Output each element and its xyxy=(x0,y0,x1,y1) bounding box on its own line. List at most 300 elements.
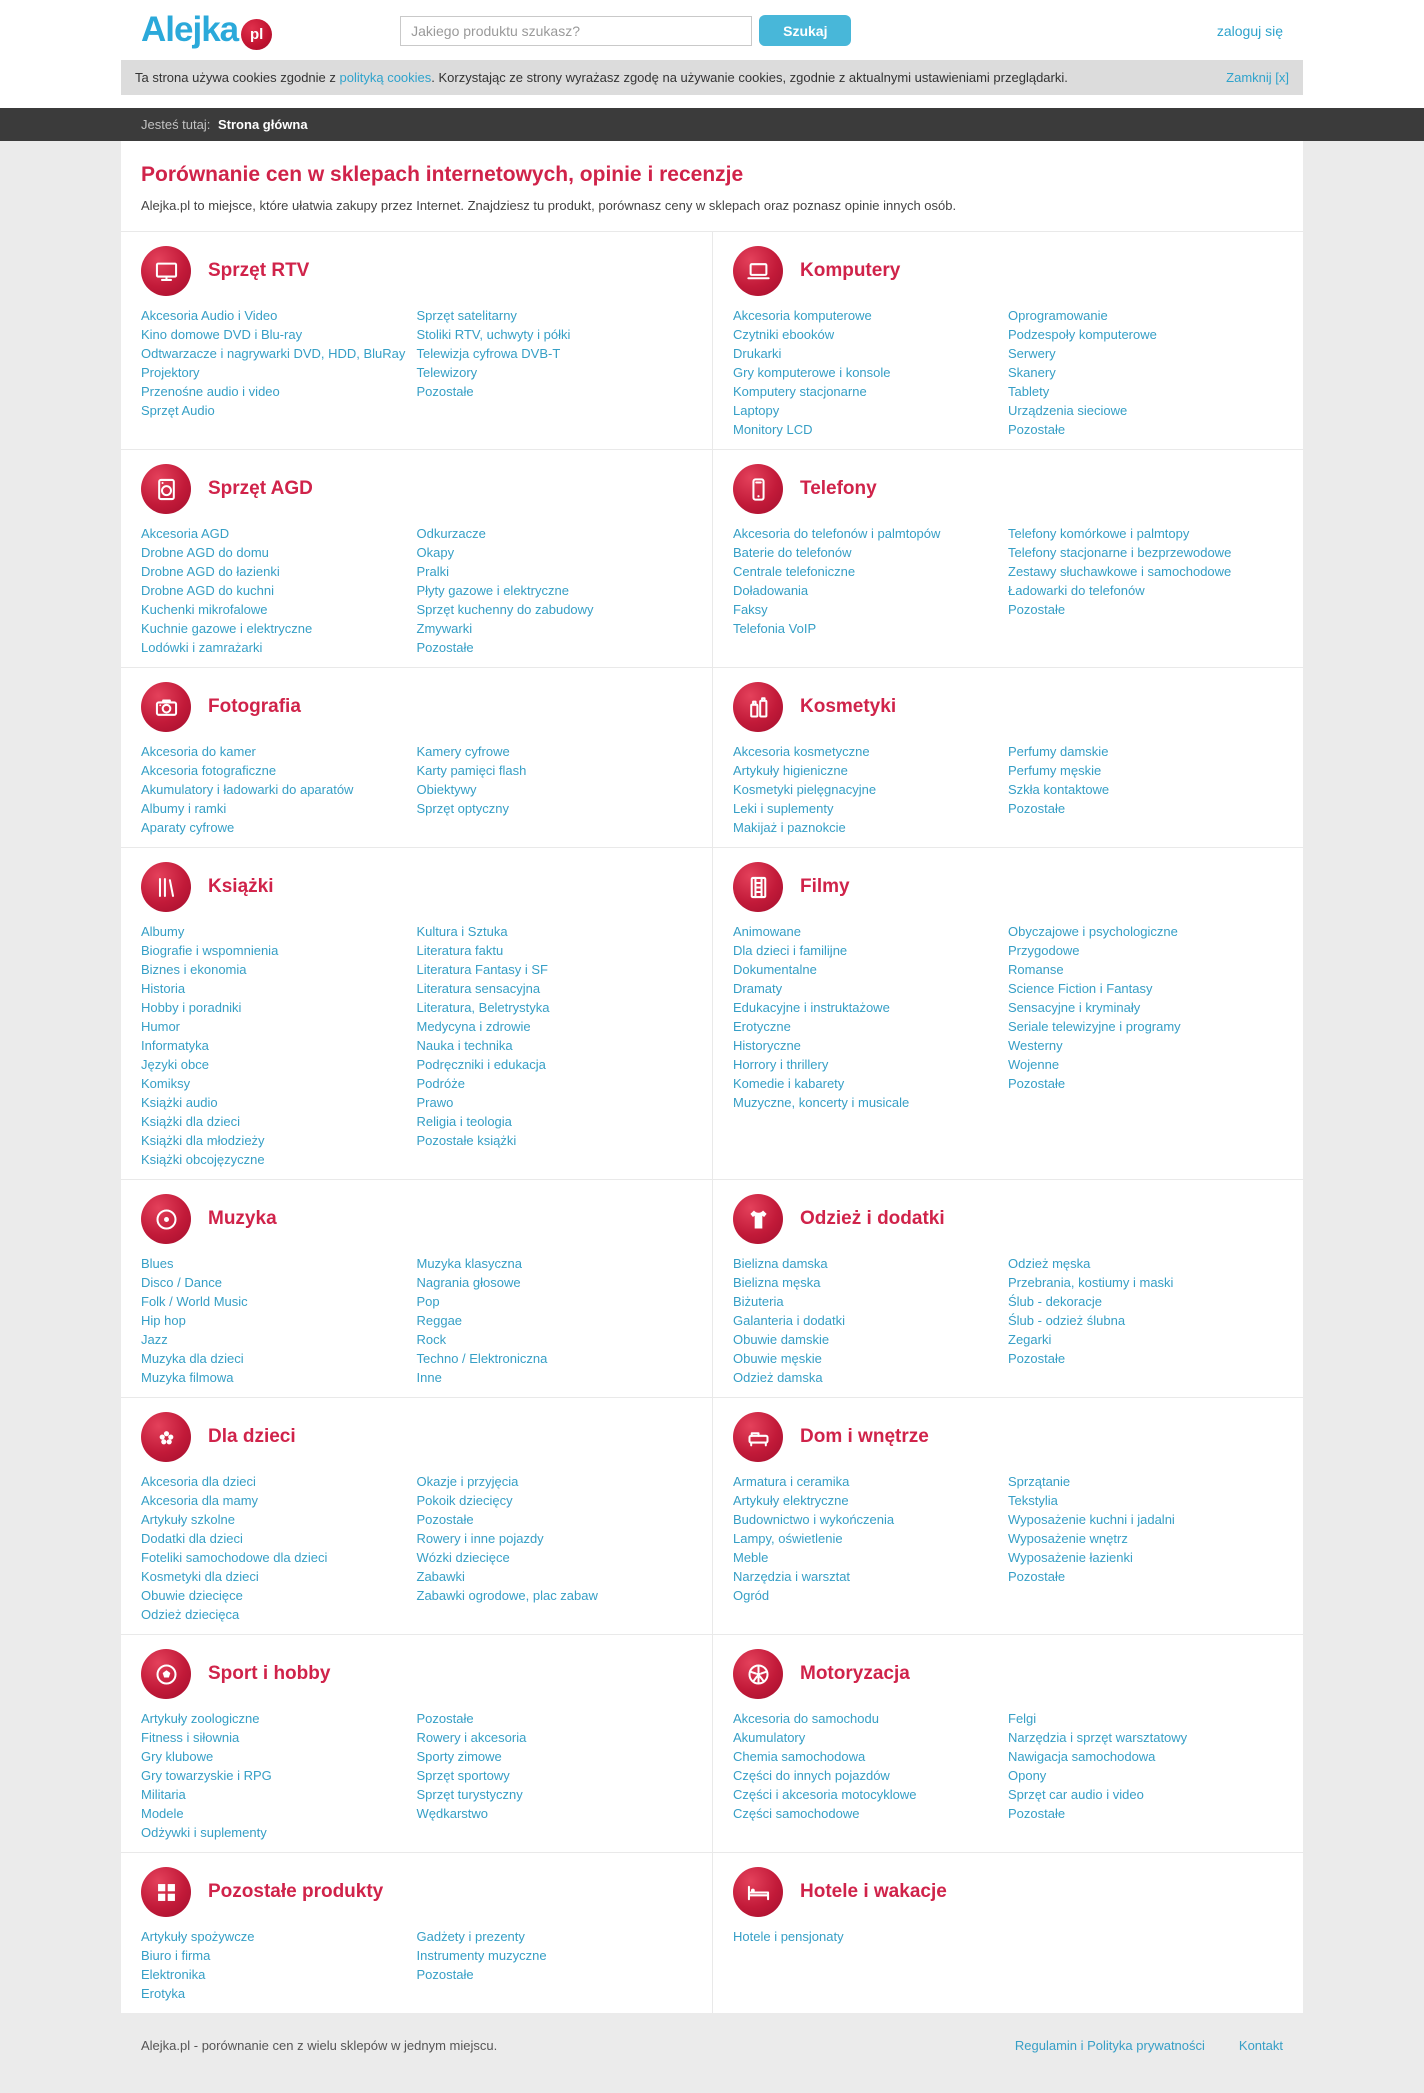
category-fotografia xyxy=(121,668,712,848)
category-link-list xyxy=(141,742,417,837)
laptop-icon[interactable] xyxy=(733,246,783,296)
list-item xyxy=(141,1728,417,1747)
category-title[interactable]: Sport i hobby xyxy=(208,1663,331,1684)
category-link[interactable]: Gadżety i prezenty xyxy=(416,1929,525,1944)
category-link[interactable]: Medycyna i zdrowie xyxy=(416,1019,531,1034)
category-link[interactable]: Kosmetyki dla dzieci xyxy=(141,1569,259,1584)
list-item xyxy=(417,1254,693,1273)
list-item xyxy=(417,1330,693,1349)
list-item xyxy=(141,1017,417,1036)
category-link[interactable]: Języki obce xyxy=(141,1057,209,1072)
list-item xyxy=(141,1586,417,1605)
category-link[interactable]: Nawigacja samochodowa xyxy=(1008,1749,1156,1764)
category-link[interactable]: Gry komputerowe i konsole xyxy=(733,365,891,380)
category-link[interactable]: Edukacyjne i instruktażowe xyxy=(733,1000,890,1015)
category-link[interactable]: Historyczne xyxy=(733,1038,801,1053)
main-content xyxy=(121,141,1303,2013)
camera-icon[interactable] xyxy=(141,682,191,732)
category-link[interactable]: Okazje i przyjęcia xyxy=(416,1474,519,1489)
film-icon[interactable] xyxy=(733,862,783,912)
list-item xyxy=(417,524,693,543)
category-link[interactable]: Wędkarstwo xyxy=(416,1806,489,1821)
category-link[interactable]: Historia xyxy=(141,981,186,996)
category-link[interactable]: Artykuły szkolne xyxy=(141,1512,235,1527)
category-link[interactable]: Zestawy słuchawkowe i samochodowe xyxy=(1008,564,1232,579)
category-header xyxy=(733,682,1283,732)
category-link[interactable]: Odzież damska xyxy=(733,1370,823,1385)
category-link[interactable]: Nagrania głosowe xyxy=(416,1275,521,1290)
category-link[interactable]: Sprzęt sportowy xyxy=(416,1768,510,1783)
category-link[interactable]: Bielizna męska xyxy=(733,1275,821,1290)
category-link[interactable]: Artykuły spożywcze xyxy=(141,1929,255,1944)
category-link[interactable]: Zmywarki xyxy=(416,621,473,636)
list-item xyxy=(141,638,417,657)
category-link[interactable]: Projektory xyxy=(141,365,200,380)
category-link[interactable]: Sporty zimowe xyxy=(416,1749,502,1764)
category-link[interactable]: Akcesoria AGD xyxy=(141,526,230,541)
category-title[interactable]: Sprzęt RTV xyxy=(208,260,310,281)
category-link[interactable]: Budownictwo i wykończenia xyxy=(733,1512,895,1527)
category-title[interactable]: Telefony xyxy=(800,478,877,499)
boxes-icon[interactable] xyxy=(141,1867,191,1917)
category-link[interactable]: Wózki dziecięce xyxy=(416,1550,510,1565)
category-link[interactable]: Perfumy męskie xyxy=(1008,763,1102,778)
category-link[interactable]: Dodatki dla dzieci xyxy=(141,1531,243,1546)
category-link[interactable]: Nauka i technika xyxy=(416,1038,513,1053)
category-title[interactable]: Fotografia xyxy=(208,696,301,717)
category-link[interactable]: Dokumentalne xyxy=(733,962,817,977)
category-link[interactable]: Podręczniki i edukacja xyxy=(416,1057,546,1072)
list-item xyxy=(733,1548,1008,1567)
category-link[interactable]: Akcesoria dla dzieci xyxy=(141,1474,256,1489)
category-link[interactable]: Tablety xyxy=(1008,384,1050,399)
category-link[interactable]: Felgi xyxy=(1008,1711,1037,1726)
category-link[interactable]: Akumulatory xyxy=(733,1730,806,1745)
perfume-icon[interactable] xyxy=(733,682,783,732)
category-link[interactable]: Kuchnie gazowe i elektryczne xyxy=(141,621,313,636)
list-item xyxy=(141,1150,417,1169)
category-link[interactable]: Wojenne xyxy=(1008,1057,1060,1072)
category-link[interactable]: Komedie i kabarety xyxy=(733,1076,845,1091)
category-link[interactable]: Techno / Elektroniczna xyxy=(416,1351,548,1366)
category-link-list xyxy=(417,742,693,837)
logo-pl-badge: pl xyxy=(241,19,272,50)
category-link[interactable]: Telefonia VoIP xyxy=(733,621,817,636)
category-link[interactable]: Literatura faktu xyxy=(416,943,504,958)
category-link[interactable]: Odżywki i suplementy xyxy=(141,1825,267,1840)
list-item xyxy=(141,1965,417,1984)
category-link[interactable]: Podzespoły komputerowe xyxy=(1008,327,1157,342)
category-title[interactable]: Komputery xyxy=(800,260,901,281)
category-link[interactable]: Pralki xyxy=(416,564,450,579)
category-link[interactable]: Biznes i ekonomia xyxy=(141,962,247,977)
category-link[interactable]: Gry towarzyskie i RPG xyxy=(141,1768,272,1783)
category-link[interactable]: Odzież dziecięca xyxy=(141,1607,240,1622)
category-title[interactable]: Odzież i dodatki xyxy=(800,1208,945,1229)
category-link[interactable]: Części do innych pojazdów xyxy=(733,1768,890,1783)
category-title[interactable]: Motoryzacja xyxy=(800,1663,910,1684)
logo[interactable] xyxy=(141,11,272,50)
washer-icon[interactable] xyxy=(141,464,191,514)
category-links xyxy=(733,1927,1283,1946)
category-link[interactable]: Pozostałe xyxy=(1008,1569,1066,1584)
logo-text: Alejka xyxy=(141,10,239,49)
category-link[interactable]: Ślub - dekoracje xyxy=(1008,1294,1102,1309)
category-link[interactable]: Biżuteria xyxy=(733,1294,784,1309)
category-link[interactable]: Humor xyxy=(141,1019,181,1034)
list-item xyxy=(417,1074,693,1093)
category-link[interactable]: Telefony komórkowe i palmtopy xyxy=(1008,526,1190,541)
category-link[interactable]: Sprzęt Audio xyxy=(141,403,215,418)
list-item xyxy=(1008,1074,1283,1093)
category-link[interactable]: Akcesoria dla mamy xyxy=(141,1493,259,1508)
category-link[interactable]: Obuwie dziecięce xyxy=(141,1588,243,1603)
category-link[interactable]: Książki obcojęzyczne xyxy=(141,1152,265,1167)
category-link-list xyxy=(1008,922,1283,1112)
category-sprzet-agd xyxy=(121,450,712,668)
category-link[interactable]: Książki audio xyxy=(141,1095,218,1110)
category-link[interactable]: Hotele i pensjonaty xyxy=(733,1929,844,1944)
category-link[interactable]: Erotyka xyxy=(141,1986,186,2001)
category-link[interactable]: Wyposażenie wnętrz xyxy=(1008,1531,1128,1546)
category-link[interactable]: Sprzęt satelitarny xyxy=(416,308,517,323)
books-icon[interactable] xyxy=(141,862,191,912)
category-link[interactable]: Akcesoria fotograficzne xyxy=(141,763,277,778)
category-link[interactable]: Rowery i inne pojazdy xyxy=(416,1531,544,1546)
category-link[interactable]: Muzyka filmowa xyxy=(141,1370,234,1385)
category-link[interactable]: Ślub - odzież ślubna xyxy=(1008,1313,1126,1328)
category-link[interactable]: Okapy xyxy=(416,545,455,560)
category-link[interactable]: Opony xyxy=(1008,1768,1047,1783)
category-link[interactable]: Literatura Fantasy i SF xyxy=(416,962,548,977)
category-link[interactable]: Jazz xyxy=(141,1332,168,1347)
category-link[interactable]: Kultura i Sztuka xyxy=(416,924,508,939)
list-item xyxy=(141,306,417,325)
wheel-icon[interactable] xyxy=(733,1649,783,1699)
category-link[interactable]: Galanteria i dodatki xyxy=(733,1313,846,1328)
category-link[interactable]: Wyposażenie łazienki xyxy=(1008,1550,1133,1565)
category-link-list xyxy=(1008,524,1283,638)
category-link[interactable]: Urządzenia sieciowe xyxy=(1008,403,1128,418)
category-link[interactable]: Albumy i ramki xyxy=(141,801,227,816)
category-link[interactable]: Drukarki xyxy=(733,346,782,361)
category-link[interactable]: Erotyczne xyxy=(733,1019,791,1034)
category-link[interactable]: Pozostałe xyxy=(416,1967,474,1982)
login-link[interactable]: zaloguj się xyxy=(1216,22,1283,39)
category-link[interactable]: Bielizna damska xyxy=(733,1256,828,1271)
category-link[interactable]: Prawo xyxy=(416,1095,454,1110)
category-header xyxy=(733,862,1283,912)
category-dla-dzieci xyxy=(121,1398,712,1635)
category-link[interactable]: Informatyka xyxy=(141,1038,209,1053)
list-item xyxy=(733,1491,1008,1510)
category-link[interactable]: Karty pamięci flash xyxy=(416,763,527,778)
category-link[interactable]: Telewizja cyfrowa DVB-T xyxy=(416,346,561,361)
category-link[interactable]: Animowane xyxy=(733,924,801,939)
category-link[interactable]: Monitory LCD xyxy=(733,422,813,437)
category-link[interactable]: Obuwie męskie xyxy=(733,1351,822,1366)
list-item xyxy=(141,1766,417,1785)
category-link[interactable]: Folk / World Music xyxy=(141,1294,248,1309)
category-header xyxy=(141,1867,692,1917)
category-link[interactable]: Pozostałe xyxy=(1008,422,1066,437)
category-link[interactable]: Instrumenty muzyczne xyxy=(416,1948,547,1963)
category-link[interactable]: Czytniki ebooków xyxy=(733,327,835,342)
category-link[interactable]: Kosmetyki pielęgnacyjne xyxy=(733,782,877,797)
list-item xyxy=(141,818,417,837)
category-link[interactable]: Pozostałe xyxy=(416,1711,474,1726)
category-link[interactable]: Disco / Dance xyxy=(141,1275,222,1290)
category-link[interactable]: Akcesoria kosmetyczne xyxy=(733,744,870,759)
category-link[interactable]: Książki dla dzieci xyxy=(141,1114,240,1129)
list-item xyxy=(1008,401,1283,420)
category-link[interactable]: Akcesoria do telefonów i palmtopów xyxy=(733,526,941,541)
list-item xyxy=(733,1927,1008,1946)
list-item xyxy=(417,1311,693,1330)
category-link[interactable]: Muzyczne, koncerty i musicale xyxy=(733,1095,910,1110)
category-link[interactable]: Pop xyxy=(416,1294,440,1309)
category-link[interactable]: Sprzęt car audio i video xyxy=(1008,1787,1144,1802)
category-link-list xyxy=(417,1927,693,2003)
category-link[interactable]: Kuchenki mikrofalowe xyxy=(141,602,268,617)
category-link[interactable]: Modele xyxy=(141,1806,184,1821)
category-link[interactable]: Kino domowe DVD i Blu-ray xyxy=(141,327,303,342)
list-item xyxy=(1008,1017,1283,1036)
category-link[interactable]: Drobne AGD do domu xyxy=(141,545,269,560)
category-link[interactable]: Biografie i wspomnienia xyxy=(141,943,279,958)
category-title[interactable]: Dom i wnętrze xyxy=(800,1426,929,1447)
category-link[interactable]: Horrory i thrillery xyxy=(733,1057,829,1072)
rattle-icon[interactable] xyxy=(141,1412,191,1462)
category-link[interactable]: Literatura, Beletrystyka xyxy=(416,1000,550,1015)
list-item xyxy=(141,1605,417,1624)
category-link[interactable]: Drobne AGD do łazienki xyxy=(141,564,280,579)
category-link[interactable]: Militaria xyxy=(141,1787,186,1802)
cookie-close-link[interactable]: Zamknij [x] xyxy=(1226,70,1289,85)
category-link[interactable]: Sprzęt turystyczny xyxy=(416,1787,523,1802)
category-links xyxy=(141,306,692,420)
category-link[interactable]: Lampy, oświetlenie xyxy=(733,1531,843,1546)
category-link-list xyxy=(141,922,417,1169)
category-link[interactable]: Albumy xyxy=(141,924,185,939)
category-link[interactable]: Doładowania xyxy=(733,583,809,598)
category-link[interactable]: Dla dzieci i familijne xyxy=(733,943,848,958)
category-link[interactable]: Literatura sensacyjna xyxy=(416,981,541,996)
list-item xyxy=(1008,1273,1283,1292)
category-title[interactable]: Kosmetyki xyxy=(800,696,897,717)
category-link[interactable]: Ogród xyxy=(733,1588,770,1603)
category-link[interactable]: Science Fiction i Fantasy xyxy=(1008,981,1153,996)
tv-icon[interactable] xyxy=(141,246,191,296)
list-item xyxy=(417,1946,693,1965)
category-link[interactable]: Baterie do telefonów xyxy=(733,545,852,560)
category-link[interactable]: Armatura i ceramika xyxy=(733,1474,850,1489)
category-link[interactable]: Rock xyxy=(416,1332,447,1347)
contact-link[interactable]: Kontakt xyxy=(1238,2038,1283,2053)
soccer-ball-icon[interactable] xyxy=(141,1649,191,1699)
category-title[interactable]: Dla dzieci xyxy=(208,1426,296,1447)
search-input[interactable] xyxy=(400,16,752,46)
list-item xyxy=(1008,1567,1283,1586)
category-link-list xyxy=(417,306,693,420)
list-item xyxy=(1008,1510,1283,1529)
category-link[interactable]: Artykuły elektryczne xyxy=(733,1493,849,1508)
category-link[interactable]: Odtwarzacze i nagrywarki DVD, HDD, BluRay xyxy=(141,346,406,361)
category-link[interactable]: Hip hop xyxy=(141,1313,186,1328)
category-link[interactable]: Zabawki xyxy=(416,1569,465,1584)
category-link[interactable]: Obuwie damskie xyxy=(733,1332,830,1347)
category-link[interactable]: Pokoik dziecięcy xyxy=(416,1493,513,1508)
category-link[interactable]: Akumulatory i ładowarki do aparatów xyxy=(141,782,354,797)
category-link[interactable]: Reggae xyxy=(416,1313,463,1328)
category-link[interactable]: Przygodowe xyxy=(1008,943,1080,958)
category-header xyxy=(141,1649,692,1699)
category-link[interactable]: Stoliki RTV, uchwyty i półki xyxy=(416,327,571,342)
category-link[interactable]: Komiksy xyxy=(141,1076,191,1091)
category-link[interactable]: Artykuły higieniczne xyxy=(733,763,848,778)
category-link[interactable]: Pozostałe książki xyxy=(416,1133,517,1148)
category-link[interactable]: Akcesoria do samochodu xyxy=(733,1711,879,1726)
category-ksiazki xyxy=(121,848,712,1180)
category-link[interactable]: Pozostałe xyxy=(1008,1806,1066,1821)
category-link[interactable]: Akcesoria do kamer xyxy=(141,744,256,759)
list-item xyxy=(417,1747,693,1766)
category-link[interactable]: Sprzęt kuchenny do zabudowy xyxy=(416,602,594,617)
category-link[interactable]: Zegarki xyxy=(1008,1332,1052,1347)
category-link[interactable]: Odkurzacze xyxy=(416,526,486,541)
tshirt-icon[interactable] xyxy=(733,1194,783,1244)
category-link[interactable]: Sprzęt optyczny xyxy=(416,801,509,816)
category-link[interactable]: Religia i teologia xyxy=(416,1114,512,1129)
category-link[interactable]: Sensacyjne i kryminały xyxy=(1008,1000,1141,1015)
category-link[interactable]: Laptopy xyxy=(733,403,780,418)
category-link[interactable]: Komputery stacjonarne xyxy=(733,384,867,399)
category-link[interactable]: Muzyka dla dzieci xyxy=(141,1351,244,1366)
category-link[interactable]: Dramaty xyxy=(733,981,783,996)
category-link[interactable]: Pozostałe xyxy=(416,384,474,399)
category-link[interactable]: Sprzątanie xyxy=(1008,1474,1071,1489)
category-link[interactable]: Pozostałe xyxy=(1008,801,1066,816)
list-item xyxy=(1008,780,1283,799)
cookie-policy-link[interactable]: polityką cookies xyxy=(339,70,432,85)
category-link[interactable]: Podróże xyxy=(416,1076,465,1091)
category-title[interactable]: Muzyka xyxy=(208,1208,277,1229)
category-link[interactable]: Książki dla młodzieży xyxy=(141,1133,265,1148)
category-link[interactable]: Części i akcesoria motocyklowe xyxy=(733,1787,917,1802)
category-link[interactable]: Pozostałe xyxy=(416,640,474,655)
list-item xyxy=(417,562,693,581)
category-title[interactable]: Sprzęt AGD xyxy=(208,478,313,499)
terms-privacy-link[interactable]: Regulamin i Polityka prywatności xyxy=(1014,2038,1205,2053)
category-link[interactable]: Szkła kontaktowe xyxy=(1008,782,1110,797)
category-link[interactable]: Romanse xyxy=(1008,962,1064,977)
category-link[interactable]: Akcesoria komputerowe xyxy=(733,308,872,323)
category-link[interactable]: Rowery i akcesoria xyxy=(416,1730,527,1745)
category-link[interactable]: Elektronika xyxy=(141,1967,206,1982)
category-link[interactable]: Pozostałe xyxy=(1008,1351,1066,1366)
list-item xyxy=(733,1330,1008,1349)
category-link[interactable]: Drobne AGD do kuchni xyxy=(141,583,274,598)
category-link[interactable]: Telefony stacjonarne i bezprzewodowe xyxy=(1008,545,1232,560)
category-link-list xyxy=(417,1472,693,1624)
category-link[interactable]: Meble xyxy=(733,1550,769,1565)
category-link[interactable]: Westerny xyxy=(1008,1038,1063,1053)
category-link[interactable]: Telewizory xyxy=(416,365,478,380)
category-link[interactable]: Artykuły zoologiczne xyxy=(141,1711,260,1726)
sofa-icon[interactable] xyxy=(733,1412,783,1462)
category-title[interactable]: Hotele i wakacje xyxy=(800,1881,947,1902)
category-link[interactable]: Biuro i firma xyxy=(141,1948,211,1963)
vinyl-icon[interactable] xyxy=(141,1194,191,1244)
category-link[interactable]: Muzyka klasyczna xyxy=(416,1256,522,1271)
category-link[interactable]: Foteliki samochodowe dla dzieci xyxy=(141,1550,328,1565)
category-link[interactable]: Chemia samochodowa xyxy=(733,1749,866,1764)
category-title[interactable]: Pozostałe produkty xyxy=(208,1881,384,1902)
hotel-bed-icon[interactable] xyxy=(733,1867,783,1917)
category-link[interactable]: Blues xyxy=(141,1256,174,1271)
category-link[interactable]: Fitness i siłownia xyxy=(141,1730,240,1745)
category-link[interactable]: Ładowarki do telefonów xyxy=(1008,583,1145,598)
category-link[interactable]: Części samochodowe xyxy=(733,1806,860,1821)
category-link[interactable]: Serwery xyxy=(1008,346,1056,361)
list-item xyxy=(733,1292,1008,1311)
category-link[interactable]: Seriale telewizyjne i programy xyxy=(1008,1019,1181,1034)
category-link[interactable]: Inne xyxy=(416,1370,442,1385)
category-link[interactable]: Leki i suplementy xyxy=(733,801,834,816)
category-link[interactable]: Perfumy damskie xyxy=(1008,744,1109,759)
category-link[interactable]: Akcesoria Audio i Video xyxy=(141,308,278,323)
category-title[interactable]: Książki xyxy=(208,876,274,897)
category-link[interactable]: Wyposażenie kuchni i jadalni xyxy=(1008,1512,1175,1527)
category-link[interactable]: Faksy xyxy=(733,602,768,617)
category-link[interactable]: Przenośne audio i video xyxy=(141,384,280,399)
category-link[interactable]: Makijaż i paznokcie xyxy=(733,820,846,835)
list-item xyxy=(417,1131,693,1150)
category-link[interactable]: Obiektywy xyxy=(416,782,477,797)
category-link[interactable]: Płyty gazowe i elektryczne xyxy=(416,583,569,598)
category-link[interactable]: Pozostałe xyxy=(1008,602,1066,617)
category-link[interactable]: Przebrania, kostiumy i maski xyxy=(1008,1275,1174,1290)
category-link[interactable]: Skanery xyxy=(1008,365,1056,380)
category-link[interactable]: Hobby i poradniki xyxy=(141,1000,242,1015)
category-link[interactable]: Kamery cyfrowe xyxy=(416,744,510,759)
category-link[interactable]: Lodówki i zamrażarki xyxy=(141,640,263,655)
category-link[interactable]: Pozostałe xyxy=(1008,1076,1066,1091)
list-item xyxy=(1008,1036,1283,1055)
phone-icon[interactable] xyxy=(733,464,783,514)
category-link-list xyxy=(1008,742,1283,837)
category-links xyxy=(141,524,692,657)
category-link[interactable]: Odzież męska xyxy=(1008,1256,1091,1271)
list-item xyxy=(141,543,417,562)
category-link[interactable]: Narzędzia i sprzęt warsztatowy xyxy=(1008,1730,1188,1745)
category-link[interactable]: Obyczajowe i psychologiczne xyxy=(1008,924,1178,939)
category-header xyxy=(733,1867,1283,1917)
category-link[interactable]: Gry klubowe xyxy=(141,1749,214,1764)
category-link[interactable]: Zabawki ogrodowe, plac zabaw xyxy=(416,1588,598,1603)
list-item xyxy=(1008,1292,1283,1311)
category-link[interactable]: Oprogramowanie xyxy=(1008,308,1108,323)
category-link[interactable]: Pozostałe xyxy=(416,1512,474,1527)
category-link[interactable]: Centrale telefoniczne xyxy=(733,564,856,579)
header xyxy=(121,0,1303,60)
list-item xyxy=(1008,382,1283,401)
category-link[interactable]: Aparaty cyfrowe xyxy=(141,820,235,835)
search-button[interactable]: Szukaj xyxy=(759,15,851,46)
category-title[interactable]: Filmy xyxy=(800,876,850,897)
category-link[interactable]: Narzędzia i warsztat xyxy=(733,1569,851,1584)
category-link[interactable]: Tekstylia xyxy=(1008,1493,1058,1508)
